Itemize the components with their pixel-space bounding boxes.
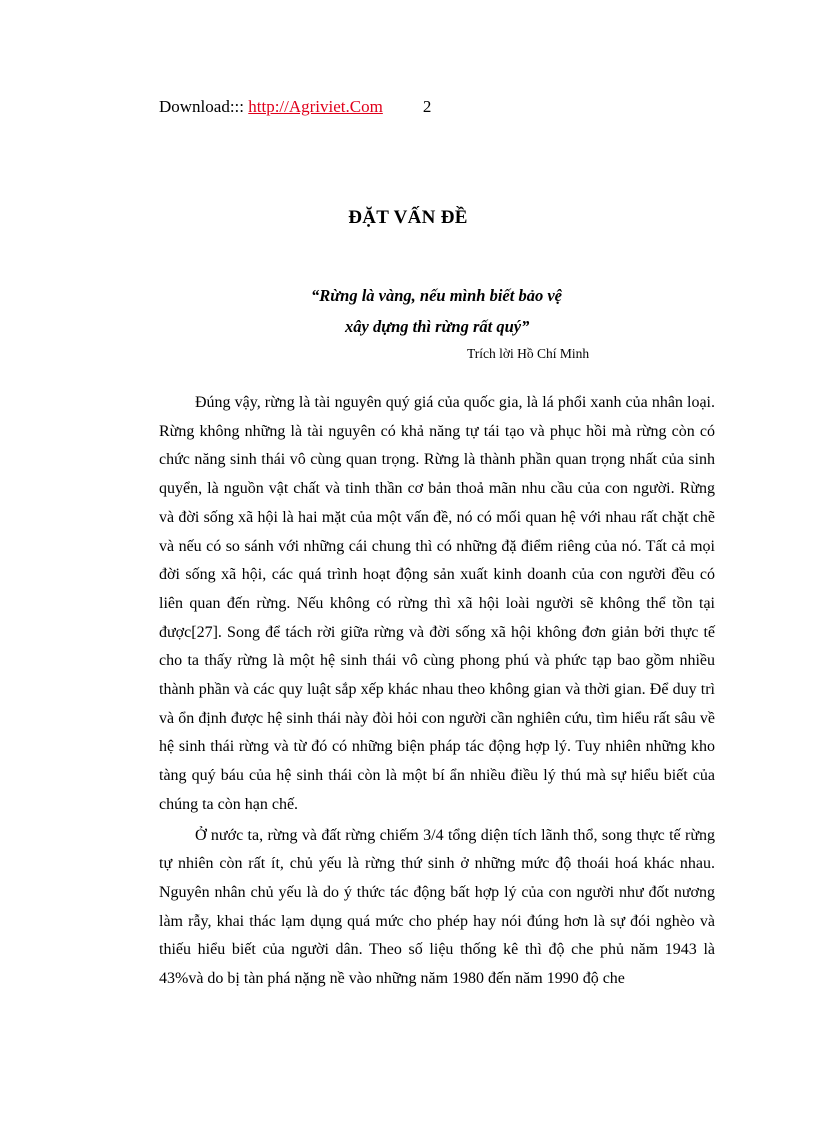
quote-line-2: xây dựng thì rừng rất quý” [345,317,530,336]
quote-line-1: “Rừng là vàng, nếu mình biết bảo vệ [311,286,562,305]
paragraph-1: Đúng vậy, rừng là tài nguyên quý giá của quốc gia, là lá phổi xanh của nhân loại. Rừng không những là tài nguyên có khả năng tự tái tạo và phục hồi mà rừng còn có chức năng sinh thái vô cùng quan trọng. Rừng là thành phần quan trọng nhất của sinh quyển, là nguồn vật chất và tinh thần cơ bản thoả mãn nhu cầu của con người. Rừng và đời sống xã hội là hai mặt của một vấn đề, nó có mối quan hệ với nhau rất chặt chẽ và nếu có so sánh với những cái chung thì có những đặ điểm riêng của nó. Tất cả mọi đời sống xã hội, các quá trình hoạt động sản xuất kinh doanh của con người đều có liên quan đến rừng. Nếu không có rừng thì xã hội loài người sẽ không thể tồn tại được[27]. Song để tách rời giữa rừng và đời sống xã hội không đơn giản bởi thực tế cho ta thấy rừng là một hệ sinh thái vô cùng phong phú và phức tạp bao gồm nhiều thành phần và các quy luật sắp xếp khác nhau theo không gian và thời gian. Để duy trì và ổn định được hệ sinh thái này đòi hỏi con người cần nghiên cứu, tìm hiểu rất sâu về hệ sinh thái rừng và từ đó có những biện pháp tác động hợp lý. Tuy nhiên những kho tàng quý báu của hệ sinh thái còn là một bí ẩn nhiều điều lý thú mà sự hiểu biết của chúng ta còn hạn chế. [159,394,715,813]
page-header [159,97,431,117]
paragraph-2: Ở nước ta, rừng và đất rừng chiếm 3/4 tổng diện tích lãnh thổ, song thực tế rừng tự nhiên còn rất ít, chủ yếu là rừng thứ sinh ở những mức độ thoái hoá khác nhau. Nguyên nhân chủ yếu là do ý thức tác động bất hợp lý của con người như đốt nương làm rẫy, khai thác lạm dụng quá mức cho phép hay nói đúng hơn là sự đói nghèo và thiếu hiểu biết của người dân. Theo số liệu thống kê thì độ che phủ năm 1943 là 43%và do bị tàn phá nặng nề vào những năm 1980 đến năm 1990 độ che [159,826,715,988]
body-text [159,389,715,994]
page-number: 2 [422,97,432,116]
download-label: Download::: [159,97,249,116]
page-title: ĐẶT VẤN ĐỀ [348,207,468,228]
agriviet-link[interactable]: http://Agriviet.Com [248,97,383,116]
quote-attribution: Trích lời Hồ Chí Minh [467,346,590,361]
